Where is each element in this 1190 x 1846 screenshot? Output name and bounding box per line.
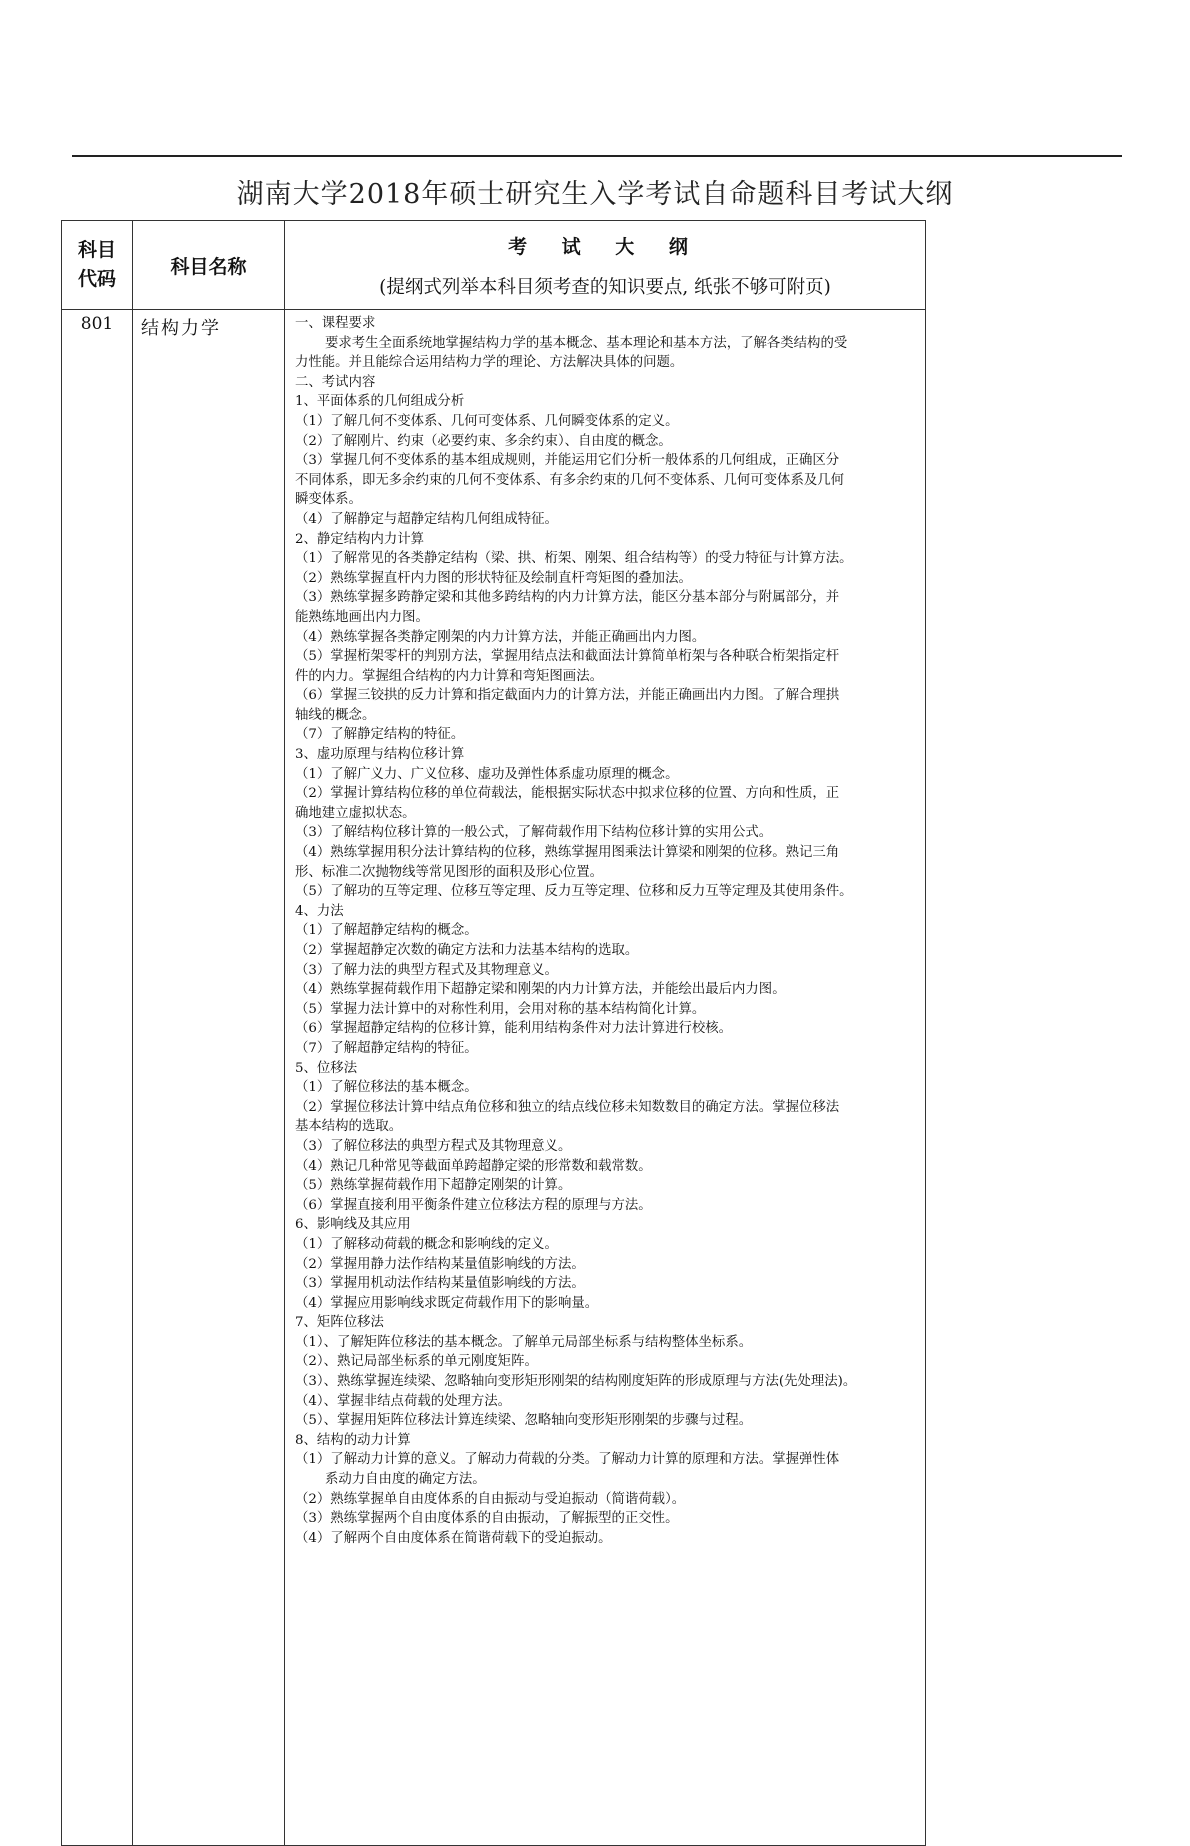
outline-line: （4）熟练掌握用积分法计算结构的位移，熟练掌握用图乘法计算梁和刚架的位移。熟记三角 (295, 845, 840, 861)
header-exam-outline (285, 221, 926, 310)
outline-line: 5、位移法 (295, 1060, 358, 1076)
outline-line: （3）了解结构位移计算的一般公式，了解荷载作用下结构位移计算的实用公式。 (295, 825, 773, 841)
outline-line: （1）了解移动荷载的概念和影响线的定义。 (295, 1236, 558, 1252)
outline-line: （5）掌握桁架零杆的判别方法，掌握用结点法和截面法计算简单桁架与各种联合桁架指定杆 (295, 649, 840, 665)
outline-line: 4、力法 (295, 903, 344, 919)
outline-line: 形、标准二次抛物线等常见图形的面积及形心位置。 (295, 864, 603, 880)
outline-line: （3）熟练掌握多跨静定梁和其他多跨结构的内力计算方法，能区分基本部分与附属部分，并 (295, 590, 840, 606)
outline-line: （4）了解两个自由度体系在简谐荷载下的受迫振动。 (295, 1530, 612, 1546)
outline-line: （4）熟练掌握荷载作用下超静定梁和刚架的内力计算方法，并能绘出最后内力图。 (295, 982, 786, 998)
outline-line: （3）、熟练掌握连续梁、忽略轴向变形矩形刚架的结构刚度矩阵的形成原理与方法(先处理法)。 (295, 1374, 857, 1390)
outline-line: （6）掌握三铰拱的反力计算和指定截面内力的计算方法，并能正确画出内力图。了解合理拱 (295, 688, 840, 704)
header-outline-subtitle: (提纲式列举本科目须考查的知识要点, 纸张不够可附页) (379, 276, 831, 298)
outline-line: （4）熟练掌握各类静定刚架的内力计算方法，并能正确画出内力图。 (295, 629, 706, 645)
outline-line: （2）掌握位移法计算中结点角位移和独立的结点线位移未知数数目的确定方法。掌握位移法 (295, 1099, 840, 1115)
outline-line: 能熟练地画出内力图。 (295, 609, 429, 625)
document-title: 湖南大学2018年硕士研究生入学考试自命题科目考试大纲 (236, 179, 954, 210)
top-rule (72, 155, 1122, 157)
header-subject-code (62, 221, 133, 310)
outline-line: （5）了解功的互等定理、位移互等定理、反力互等定理、位移和反力互等定理及其使用条件。 (295, 884, 853, 900)
outline-line: 6、影响线及其应用 (295, 1217, 411, 1233)
outline-line: 要求考生全面系统地掌握结构力学的基本概念、基本理论和基本方法，了解各类结构的受 (325, 335, 848, 351)
outline-line: （7）了解超静定结构的特征。 (295, 1040, 478, 1056)
outline-line: （6）掌握超静定结构的位移计算，能利用结构条件对力法计算进行校核。 (295, 1021, 733, 1037)
outline-line: 3、虚功原理与结构位移计算 (295, 747, 465, 763)
outline-line: 件的内力。掌握组合结构的内力计算和弯矩图画法。 (295, 668, 603, 684)
outline-line: （3）掌握几何不变体系的基本组成规则，并能运用它们分析一般体系的几何组成，正确区分 (295, 453, 840, 469)
outline-line: （1）了解广义力、广义位移、虚功及弹性体系虚功原理的概念。 (295, 766, 679, 782)
table-header-row (62, 221, 926, 310)
outline-line: （3）熟练掌握两个自由度体系的自由振动，了解振型的正交性。 (295, 1511, 679, 1527)
outline-line: 不同体系，即无多余约束的几何不变体系、有多余约束的几何不变体系、几何可变体系及几何 (295, 472, 845, 488)
outline-line: （1）了解位移法的基本概念。 (295, 1080, 478, 1096)
outline-line: 2、静定结构内力计算 (295, 531, 425, 547)
outline-line: （7）了解静定结构的特征。 (295, 727, 465, 743)
subject-code: 801 (62, 310, 133, 1846)
outline-line: （5）掌握力法计算中的对称性利用，会用对称的基本结构简化计算。 (295, 1001, 706, 1017)
outline-line: 轴线的概念。 (295, 707, 376, 723)
outline-line: （1）了解动力计算的意义。了解动力荷载的分类。了解动力计算的原理和方法。掌握弹性体 (295, 1452, 840, 1468)
outline-line: （6）掌握直接利用平衡条件建立位移法方程的原理与方法。 (295, 1197, 652, 1213)
outline-line: 瞬变体系。 (295, 492, 362, 508)
outline-line: 系动力自由度的确定方法。 (325, 1472, 486, 1488)
outline-line: 确地建立虚拟状态。 (295, 805, 416, 821)
outline-line: 力性能。并且能综合运用结构力学的理论、方法解决具体的问题。 (295, 355, 684, 371)
outline-line: 二、考试内容 (295, 374, 376, 390)
table-row (62, 310, 926, 1846)
outline-line: （2）了解刚片、约束（必要约束、多余约束）、自由度的概念。 (295, 433, 672, 449)
outline-line: 7、矩阵位移法 (295, 1315, 384, 1331)
outline-line: （2）掌握超静定次数的确定方法和力法基本结构的选取。 (295, 943, 639, 958)
outline-line: （3）了解位移法的典型方程式及其物理意义。 (295, 1138, 572, 1154)
outline-line: （2）、熟记局部坐标系的单元刚度矩阵。 (295, 1354, 538, 1370)
outline-line: （1）了解超静定结构的概念。 (295, 923, 478, 939)
outline-line: （1）了解几何不变体系、几何可变体系、几何瞬变体系的定义。 (295, 413, 679, 429)
outline-line: （3）了解力法的典型方程式及其物理意义。 (295, 962, 558, 978)
outline-lines (295, 314, 913, 1548)
header-outline-title: 考 试 大 纲 (508, 235, 702, 258)
outline-line: 一、课程要求 (295, 316, 376, 331)
exam-outline-table (61, 220, 926, 1846)
outline-line: （4）熟记几种常见等截面单跨超静定梁的形常数和载常数。 (295, 1158, 652, 1174)
outline-line: （4）掌握应用影响线求既定荷载作用下的影响量。 (295, 1295, 599, 1311)
header-code-line1: 科目 (77, 239, 116, 261)
header-code-line2: 代码 (77, 268, 116, 290)
outline-line: （1）、了解矩阵位移法的基本概念。了解单元局部坐标系与结构整体坐标系。 (295, 1334, 753, 1350)
outline-line: （2）掌握用静力法作结构某量值影响线的方法。 (295, 1256, 585, 1272)
outline-line: （4）了解静定与超静定结构几何组成特征。 (295, 511, 558, 527)
outline-line: （2）熟练掌握直杆内力图的形状特征及绘制直杆弯矩图的叠加法。 (295, 570, 692, 586)
outline-line: （5）熟练掌握荷载作用下超静定刚架的计算。 (295, 1178, 572, 1194)
outline-line: （1）了解常见的各类静定结构（梁、拱、桁架、刚架、组合结构等）的受力特征与计算方法。 (295, 551, 853, 567)
outline-line: （2）掌握计算结构位移的单位荷载法，能根据实际状态中拟求位移的位置、方向和性质，正 (295, 786, 840, 802)
outline-line: 基本结构的选取。 (295, 1119, 403, 1135)
subject-name: 结构力学 (133, 310, 285, 1846)
outline-line: 1、平面体系的几何组成分析 (295, 394, 465, 410)
outline-line: 8、结构的动力计算 (295, 1432, 411, 1448)
outline-content (285, 310, 926, 1846)
outline-line: （4）、掌握非结点荷载的处理方法。 (295, 1393, 512, 1409)
outline-line: （2）熟练掌握单自由度体系的自由振动与受迫振动（简谐荷载）。 (295, 1491, 686, 1507)
header-subject-name: 科目名称 (133, 221, 285, 310)
outline-line: （3）掌握用机动法作结构某量值影响线的方法。 (295, 1276, 585, 1292)
outline-line: （5）、掌握用矩阵位移法计算连续梁、忽略轴向变形矩形刚架的步骤与过程。 (295, 1413, 753, 1429)
